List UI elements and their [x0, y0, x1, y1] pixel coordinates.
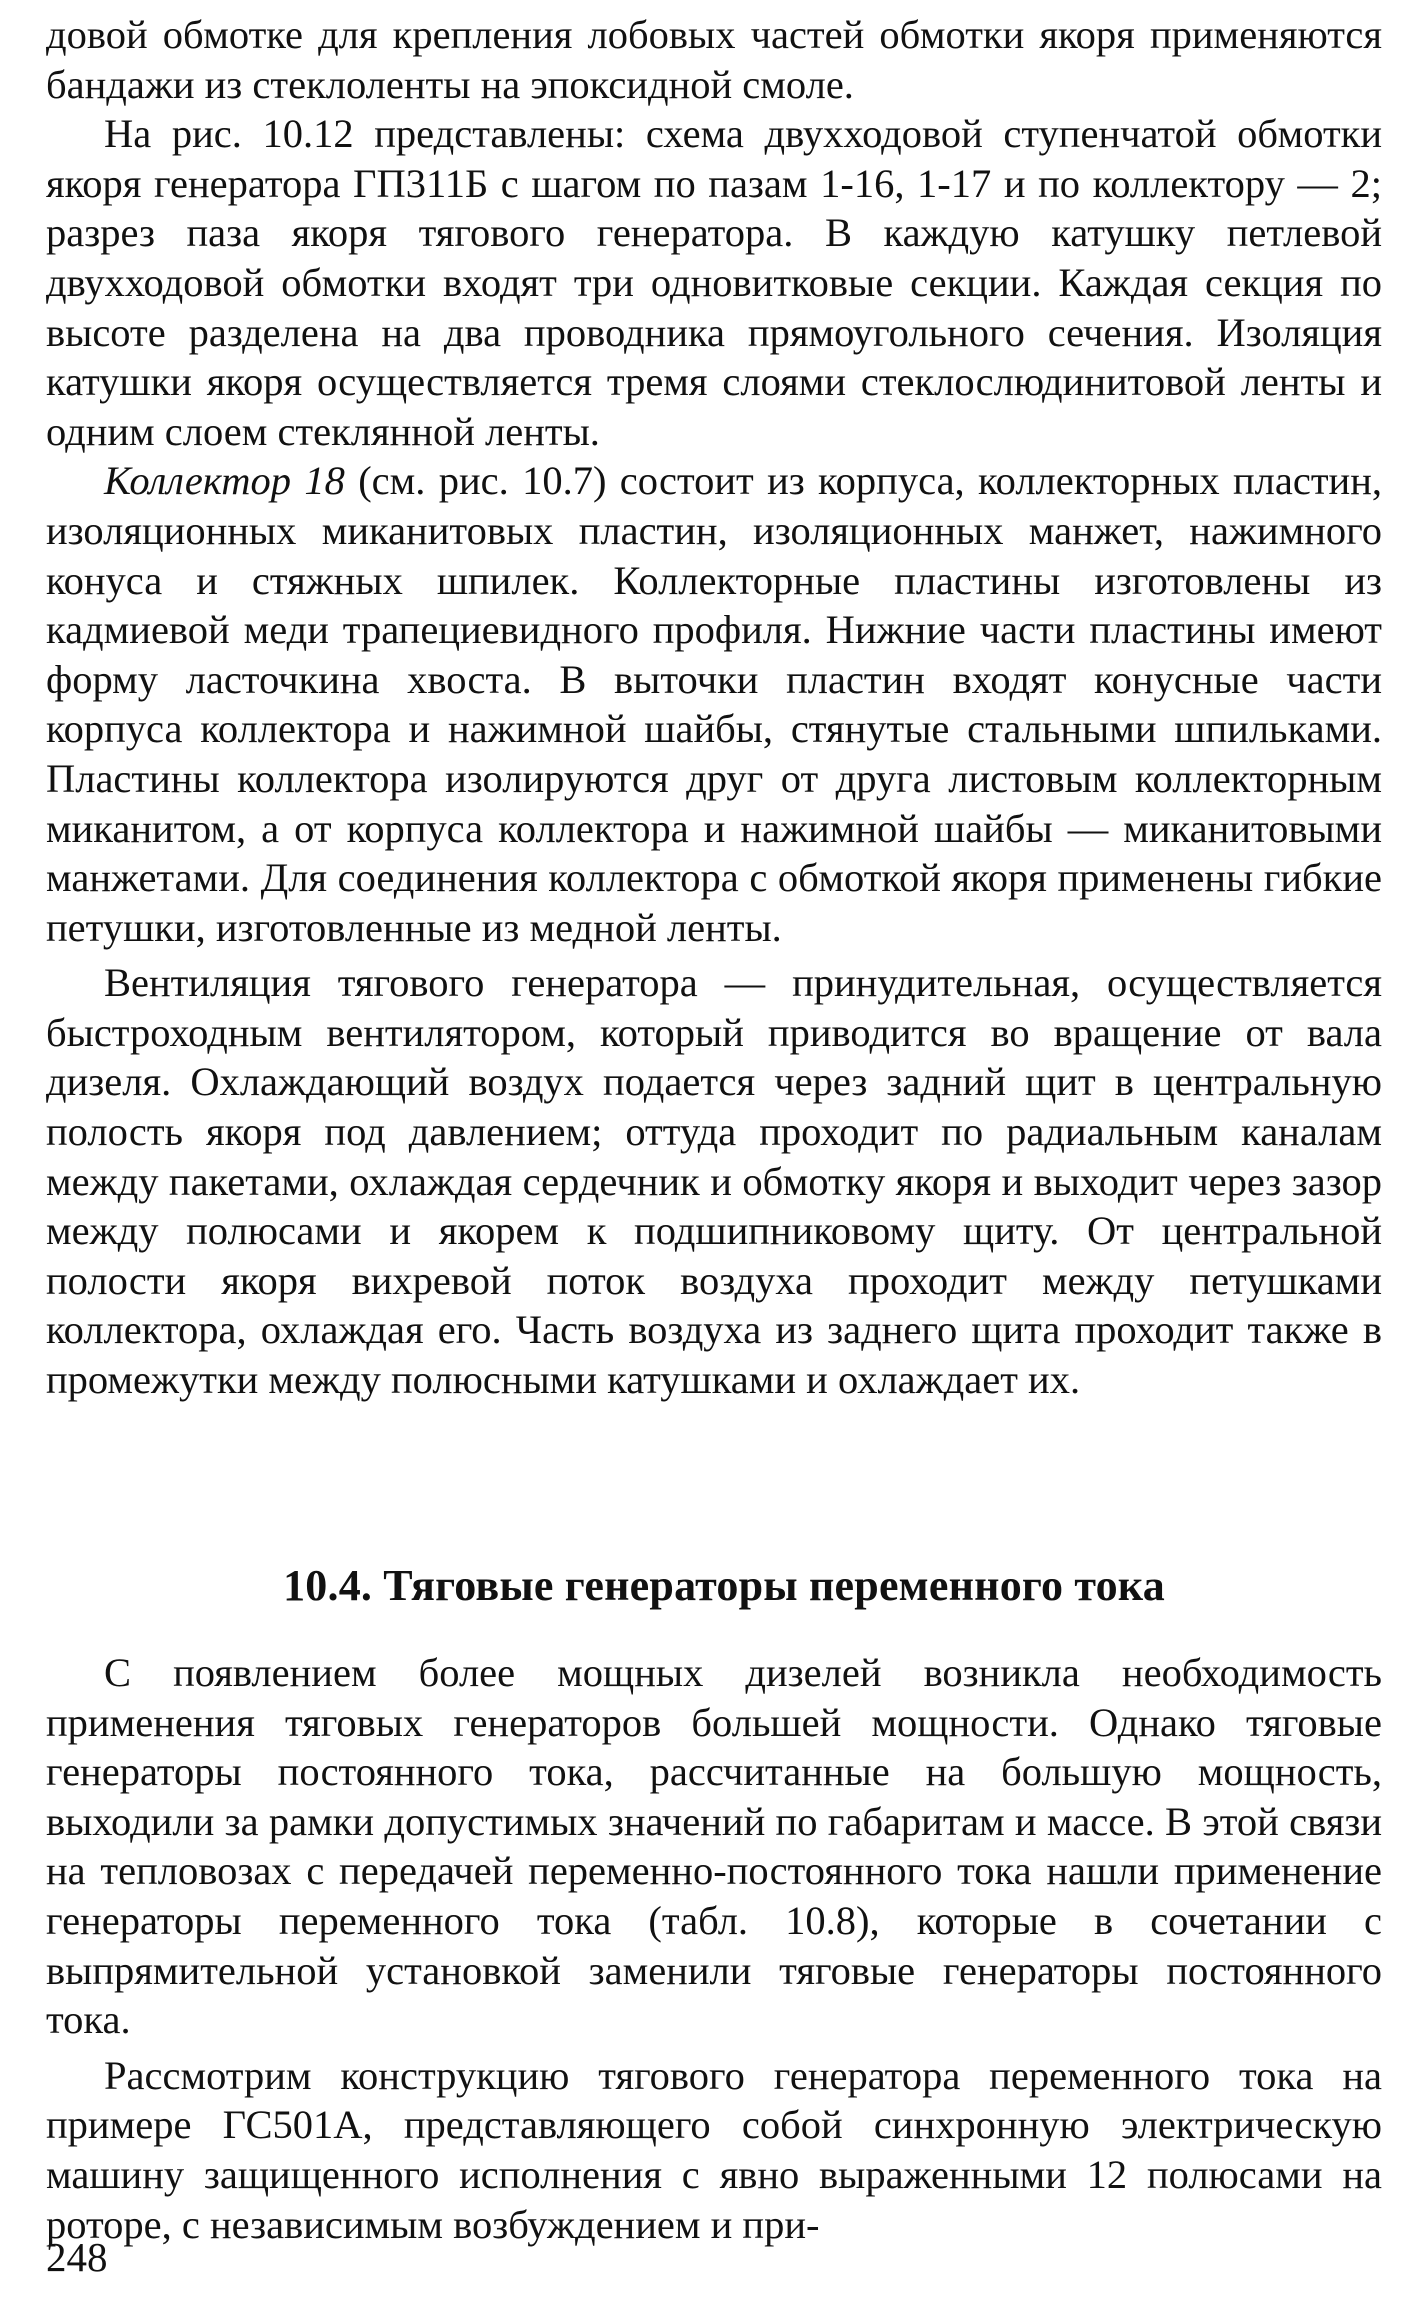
figure-description-paragraph: На рис. 10.12 представлены: схема двухходовой ступенчатой обмотки якоря генератора ГП311Б с шагом по пазам 1-16, 1-17 и по коллектору — 2; разрез паза якоря тягового генератора. В каждую катушку петлевой двухходовой обмотки входят три одновитковые секции. Каждая секция по высоте разделена на два проводника прямоугольного сечения. Изоляция катушки якоря осуществляется тремя слоями стеклослюдинитовой ленты и одним слоем стеклянной ленты.: [46, 111, 1382, 454]
continuation-paragraph: довой обмотке для крепления лобовых частей обмотки якоря применяются бандажи из стеклоленты на эпоксидной смоле.: [46, 12, 1382, 107]
lower-text-block: [46, 1648, 1382, 2249]
collector-italic-lead: Коллектор 18: [104, 458, 345, 504]
section-heading: 10.4. Тяговые генераторы переменного тока: [283, 1561, 1165, 1610]
page-number: 248: [46, 2234, 108, 2280]
ventilation-paragraph: Вентиляция тягового генератора — принудительная, осуществляется быстроходным вентилятором, который приводится во вращение от вала дизеля. Охлаждающий воздух подается через задний щит в центральную полость якоря под давлением; оттуда проходит по радиальным каналам между пакетами, охлаждая сердечник и обмотку якоря и выходит через зазор между полюсами и якорем к подшипниковому щиту. От центральной полости якоря вихревой поток воздуха проходит между петушками коллектора, охлаждая его. Часть воздуха из заднего щита проходит также в промежутки между полюсными катушками и охлаждает их.: [46, 960, 1382, 1403]
upper-text-block: [46, 10, 1382, 1405]
intro-paragraph: С появлением более мощных дизелей возникла необходимость применения тяговых генераторов большей мощности. Однако тяговые генераторы постоянного тока, рассчитанные на большую мощность, выходили за рамки допустимых значений по габаритам и массе. В этой связи на тепловозах с передачей переменно-постоянного тока нашли применение генераторы переменного тока (табл. 10.8), которые в сочетании с выпрямительной установкой заменили тяговые генераторы постоянного тока.: [46, 1650, 1382, 2043]
collector-paragraph: [46, 456, 1382, 952]
collector-paragraph-text: (см. рис. 10.7) состоит из корпуса, коллекторных пластин, изоляционных миканитовых пластин, изоляционных манжет, нажимного конуса и стяжных шпилек. Коллекторные пластины изготовлены из кадмиевой меди трапециевидного профиля. Нижние части пластины имеют форму ласточкина хвоста. В выточки пластин входят конусные части корпуса коллектора и нажимной шайбы, стянутые стальными шпильками. Пластины коллектора изолируются друг от друга листовым коллекторным миканитом, а от корпуса коллектора и нажимной шайбы — миканитовыми манжетами. Для соединения коллектора с обмоткой якоря применены гибкие петушки, изготовленные из медной ленты.: [46, 458, 1382, 950]
gs501-paragraph: Рассмотрим конструкцию тягового генератора переменного тока на примере ГС501А, представляющего собой синхронную электрическую машину защищенного исполнения с явно выраженными 12 полюсами на роторе, с независимым возбуждением и при-: [46, 2052, 1382, 2247]
